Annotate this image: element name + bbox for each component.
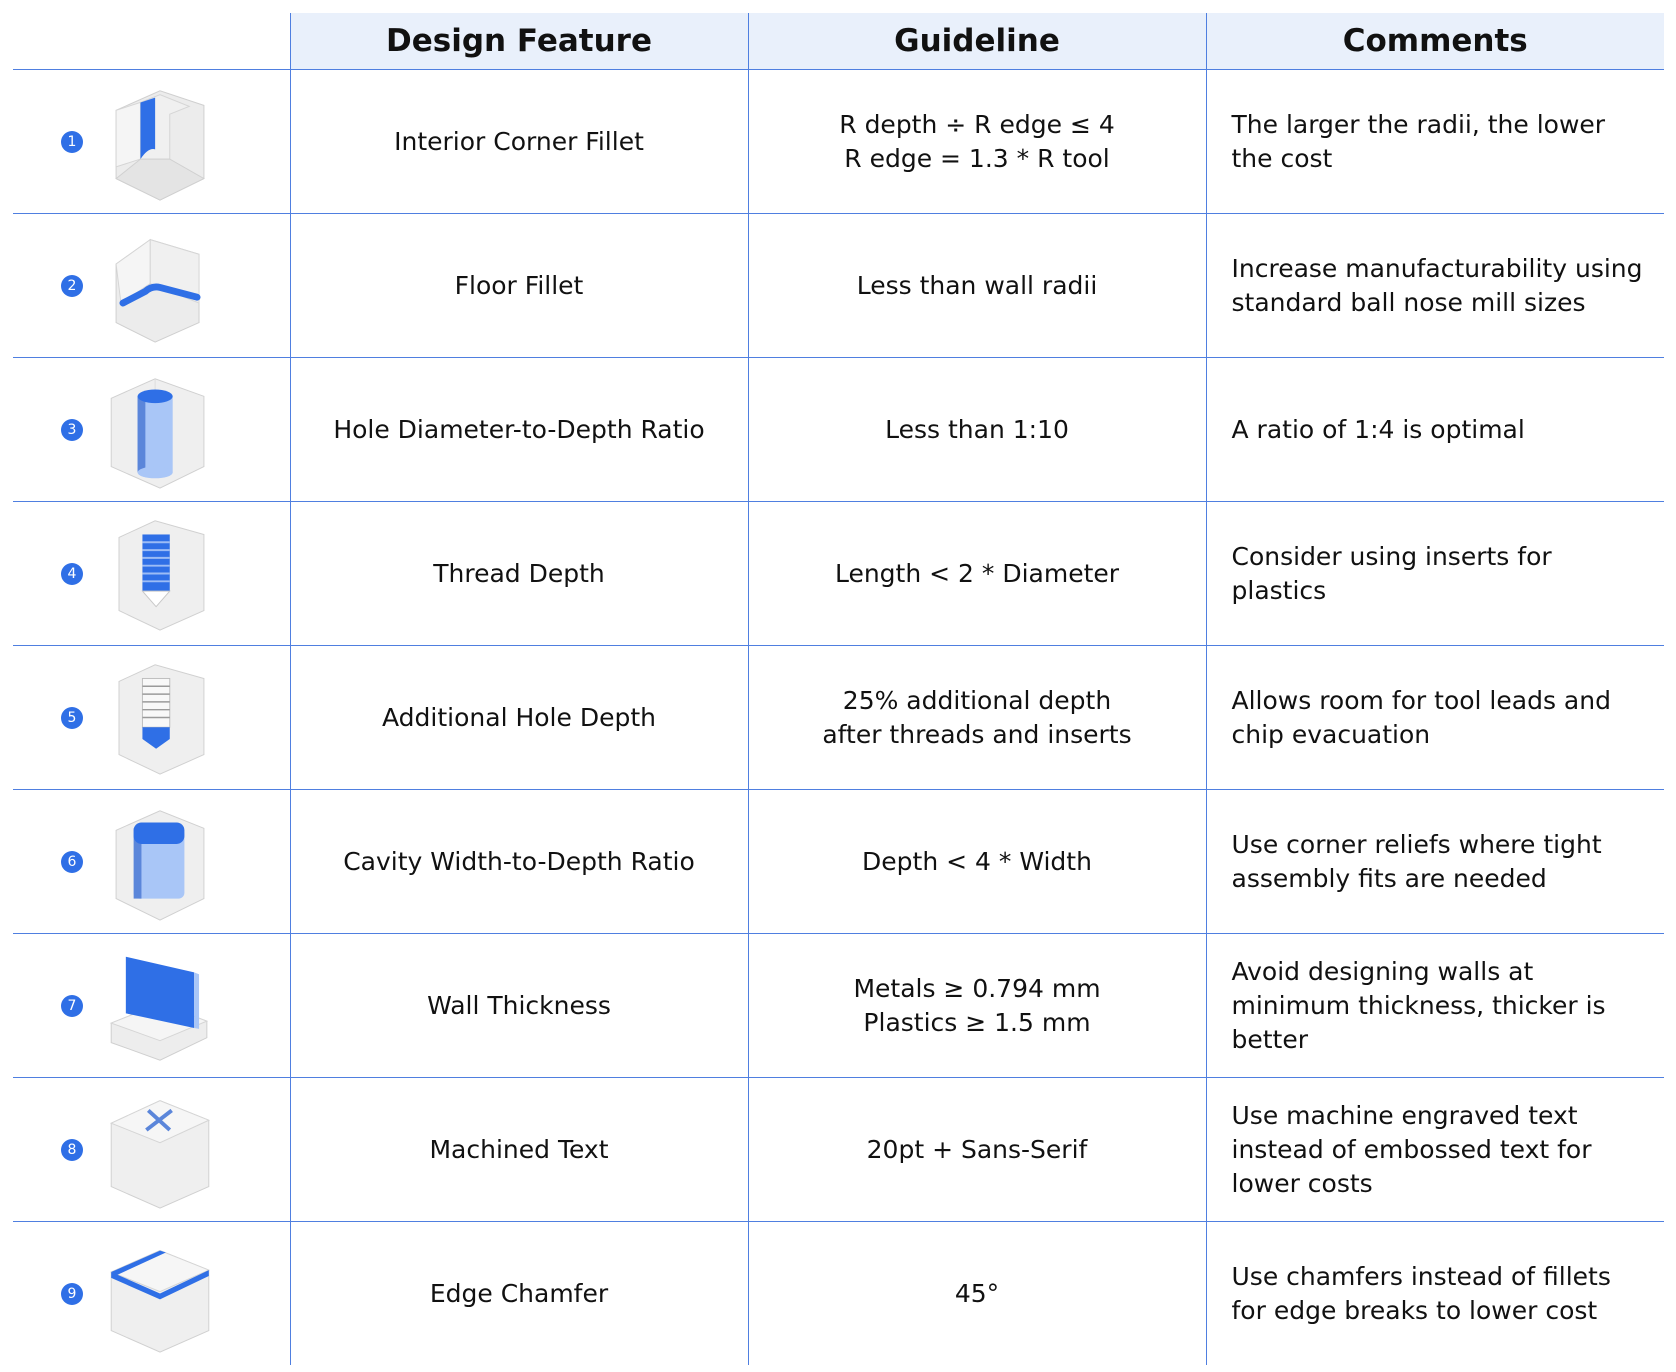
guideline-line: 20pt + Sans-Serif: [866, 1134, 1088, 1164]
guideline-line: 45°: [954, 1278, 1000, 1308]
feature-cell: Floor Fillet: [290, 214, 748, 358]
guideline-line: after threads and inserts: [822, 719, 1132, 749]
hole-ratio-icon: [100, 369, 220, 491]
guideline-line: R depth ÷ R edge ≤ 4: [839, 109, 1115, 139]
feature-cell: Machined Text: [290, 1078, 748, 1222]
floor-fillet-icon: [100, 225, 220, 347]
feature-cell: Cavity Width-to-Depth Ratio: [290, 790, 748, 934]
guideline-cell: [748, 214, 1206, 358]
guideline-line: Less than wall radii: [856, 270, 1098, 300]
guideline-cell: [748, 358, 1206, 502]
icon-cell: [13, 790, 290, 934]
interior-corner-fillet-icon: [100, 81, 220, 203]
table-row: [13, 790, 1664, 934]
comment-cell: Use machine engraved text instead of embossed text for lower costs: [1206, 1078, 1664, 1222]
comment-cell: Use chamfers instead of fillets for edge breaks to lower cost: [1206, 1222, 1664, 1366]
cavity-ratio-icon: [100, 801, 220, 923]
row-number-badge: 3: [61, 419, 83, 441]
guideline-line: Length < 2 * Diameter: [834, 558, 1120, 588]
feature-cell: Edge Chamfer: [290, 1222, 748, 1366]
row-number-badge: 9: [61, 1283, 83, 1305]
icon-cell: [13, 934, 290, 1078]
machined-text-icon: [100, 1089, 220, 1211]
header-comments: Comments: [1206, 13, 1664, 70]
icon-cell: [13, 358, 290, 502]
comment-cell: Use corner reliefs where tight assembly fits are needed: [1206, 790, 1664, 934]
icon-cell: [13, 646, 290, 790]
feature-cell: Thread Depth: [290, 502, 748, 646]
header-design-feature: Design Feature: [290, 13, 748, 70]
table-row: [13, 502, 1664, 646]
guideline-cell: [748, 1222, 1206, 1366]
edge-chamfer-icon: [100, 1233, 220, 1355]
icon-cell: [13, 502, 290, 646]
comment-cell: The larger the radii, the lower the cost: [1206, 70, 1664, 214]
header-row: [13, 13, 1664, 70]
guideline-cell: [748, 646, 1206, 790]
table-row: [13, 1222, 1664, 1366]
table-row: [13, 214, 1664, 358]
feature-cell: Hole Diameter-to-Depth Ratio: [290, 358, 748, 502]
table-row: [13, 358, 1664, 502]
guideline-cell: [748, 1078, 1206, 1222]
guideline-cell: [748, 790, 1206, 934]
row-number-badge: 6: [61, 851, 83, 873]
icon-cell: [13, 70, 290, 214]
wall-thickness-icon: [100, 945, 220, 1067]
icon-cell: [13, 214, 290, 358]
row-number-badge: 2: [61, 275, 83, 297]
comment-cell: Increase manufacturability using standard ball nose mill sizes: [1206, 214, 1664, 358]
comment-cell: A ratio of 1:4 is optimal: [1206, 358, 1664, 502]
icon-cell: [13, 1078, 290, 1222]
guideline-line: Metals ≥ 0.794 mm: [853, 973, 1101, 1003]
row-number-badge: 7: [61, 995, 83, 1017]
table-row: [13, 646, 1664, 790]
header-icon-column: [13, 13, 290, 70]
table-row: [13, 70, 1664, 214]
guideline-line: 25% additional depth: [842, 685, 1112, 715]
guideline-cell: [748, 934, 1206, 1078]
comment-cell: Avoid designing walls at minimum thickness, thicker is better: [1206, 934, 1664, 1078]
comment-cell: Consider using inserts for plastics: [1206, 502, 1664, 646]
feature-cell: Additional Hole Depth: [290, 646, 748, 790]
guideline-line: Less than 1:10: [885, 414, 1069, 444]
row-number-badge: 8: [61, 1139, 83, 1161]
additional-hole-depth-icon: [100, 657, 220, 779]
row-number-badge: 1: [61, 131, 83, 153]
row-number-badge: 5: [61, 707, 83, 729]
comment-cell: Allows room for tool leads and chip evacuation: [1206, 646, 1664, 790]
guideline-line: R edge = 1.3 * R tool: [844, 143, 1110, 173]
row-number-badge: 4: [61, 563, 83, 585]
guideline-cell: [748, 502, 1206, 646]
header-guideline: Guideline: [748, 13, 1206, 70]
table-row: [13, 934, 1664, 1078]
feature-cell: Interior Corner Fillet: [290, 70, 748, 214]
design-guidelines-table: [13, 13, 1664, 1365]
guideline-line: Depth < 4 * Width: [862, 846, 1092, 876]
feature-cell: Wall Thickness: [290, 934, 748, 1078]
thread-depth-icon: [100, 513, 220, 635]
table-row: [13, 1078, 1664, 1222]
icon-cell: [13, 1222, 290, 1366]
guideline-cell: [748, 70, 1206, 214]
guideline-line: Plastics ≥ 1.5 mm: [863, 1007, 1091, 1037]
